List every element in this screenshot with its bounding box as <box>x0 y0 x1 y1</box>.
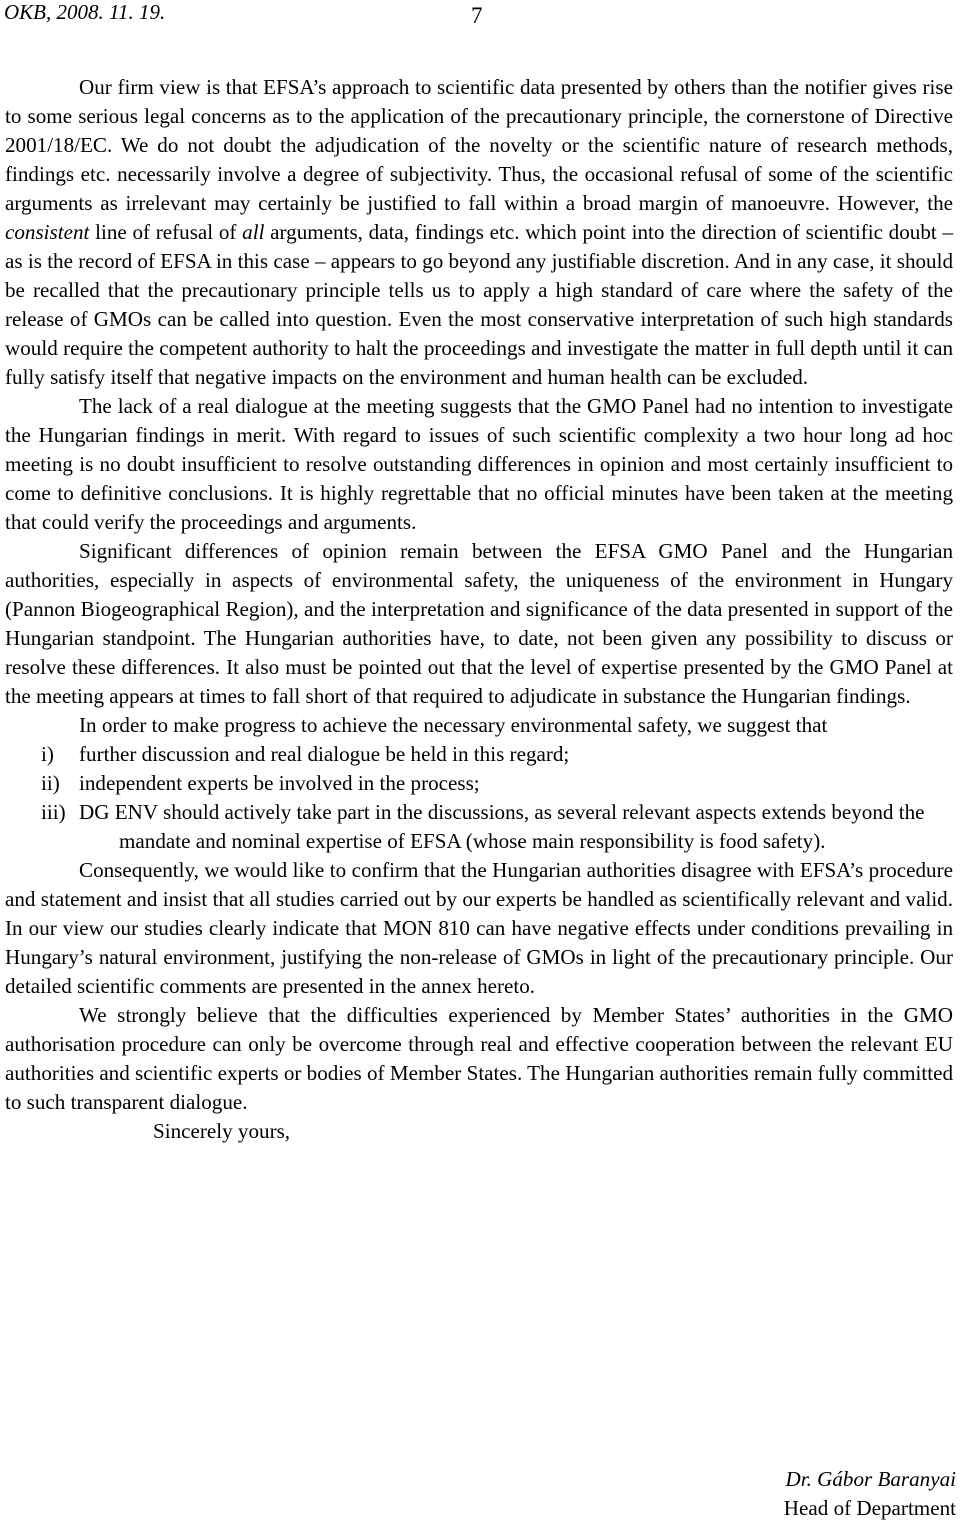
signer-name: Dr. Gábor Baranyai <box>785 1467 956 1491</box>
list-marker: ii) <box>41 771 60 795</box>
list-item <box>5 769 953 798</box>
signer-title: Head of Department <box>783 1496 956 1520</box>
paragraph-legal-concerns <box>5 73 953 392</box>
signature-block <box>784 1465 956 1523</box>
list-marker: iii) <box>41 800 66 824</box>
paragraph-lack-of-dialogue: The lack of a real dialogue at the meeting suggests that the GMO Panel had no intention to investigate the Hungarian findings in merit. With regard to issues of such scientific complexity a two hour long ad hoc meeting is no doubt insufficient to resolve outstanding differences in opinion and most certainly insufficient to come to definitive conclusions. It is highly regrettable that no official minutes have been taken at the meeting that could verify the proceedings and arguments. <box>5 394 953 534</box>
paragraph-legal-concerns-part-b: line of refusal of <box>89 220 243 244</box>
paragraph-suggestions-intro: In order to make progress to achieve the necessary environmental safety, we suggest that <box>79 713 828 737</box>
paragraph-cooperation: We strongly believe that the difficulties experienced by Member States’ authorities in the GMO authorisation procedure can only be overcome through real and effective cooperation between the relevant EU authorities and scientific experts or bodies of Member States. The Hungarian authorities remain fully committed to such transparent dialogue. <box>5 1003 953 1114</box>
paragraph-legal-concerns-part-c: arguments, data, findings etc. which point into the direction of scientific doubt – as is the record of EFSA in this case – appears to go beyond any justifiable discretion. And in any case, it should be recalled that the precautionary principle tells us to apply a high standard of care where the safety of the release of GMOs can be called into question. Even the most conservative interpretation of such high standards would require the competent authority to halt the proceedings and investigate the matter in full depth until it can fully satisfy itself that negative impacts on the environment and human health can be excluded. <box>5 220 953 389</box>
paragraph-consequently: Consequently, we would like to confirm that the Hungarian authorities disagree with EFSA’s procedure and statement and insist that all studies carried out by our experts be handled as scientifically relevant and valid. In our view our studies clearly indicate that MON 810 can have negative effects under conditions prevailing in Hungary’s natural environment, justifying the non-release of GMOs in light of the precautionary principle. Our detailed scientific comments are presented in the annex hereto. <box>5 858 953 998</box>
list-item-text: independent experts be involved in the process; <box>79 771 480 795</box>
valediction: Sincerely yours, <box>153 1119 291 1143</box>
list-marker: i) <box>41 742 54 766</box>
paragraph-legal-concerns-part-a: Our firm view is that EFSA’s approach to scientific data presented by others than the notifier gives rise to some serious legal concerns as to the application of the precautionary principle, the cornerstone of Directive 2001/18/EC. We do not doubt the adjudication of the novelty or the scientific nature of research methods, findings etc. necessarily involve a degree of subjectivity. Thus, the occasional refusal of some of the scientific arguments as irrelevant may certainly be justified to fall within a broad margin of manoeuvre. However, the <box>5 75 953 215</box>
header-reference: OKB, 2008. 11. 19. <box>4 0 166 24</box>
list-item-text: further discussion and real dialogue be held in this regard; <box>79 742 570 766</box>
emphasis-all: all <box>242 220 265 244</box>
list-item-text: DG ENV should actively take part in the discussions, as several relevant aspects extends beyond the mandate and nominal expertise of EFSA (whose main responsibility is food safety). <box>79 800 925 853</box>
page-number: 7 <box>471 3 483 28</box>
paragraph-differences-of-opinion: Significant differences of opinion remain between the EFSA GMO Panel and the Hungarian authorities, especially in aspects of environmental safety, the uniqueness of the environment in Hungary (Pannon Biogeographical Region), and the interpretation and significance of the data presented in support of the Hungarian standpoint. The Hungarian authorities have, to date, not been given any possibility to discuss or resolve these differences. It also must be pointed out that the level of expertise presented by the GMO Panel at the meeting appears at times to fall short of that required to adjudicate in substance the Hungarian findings. <box>5 539 953 708</box>
emphasis-consistent: consistent <box>5 220 90 244</box>
suggestions-list <box>5 740 953 856</box>
list-item <box>5 740 953 769</box>
letter-body <box>5 73 953 1146</box>
list-item <box>5 798 953 856</box>
